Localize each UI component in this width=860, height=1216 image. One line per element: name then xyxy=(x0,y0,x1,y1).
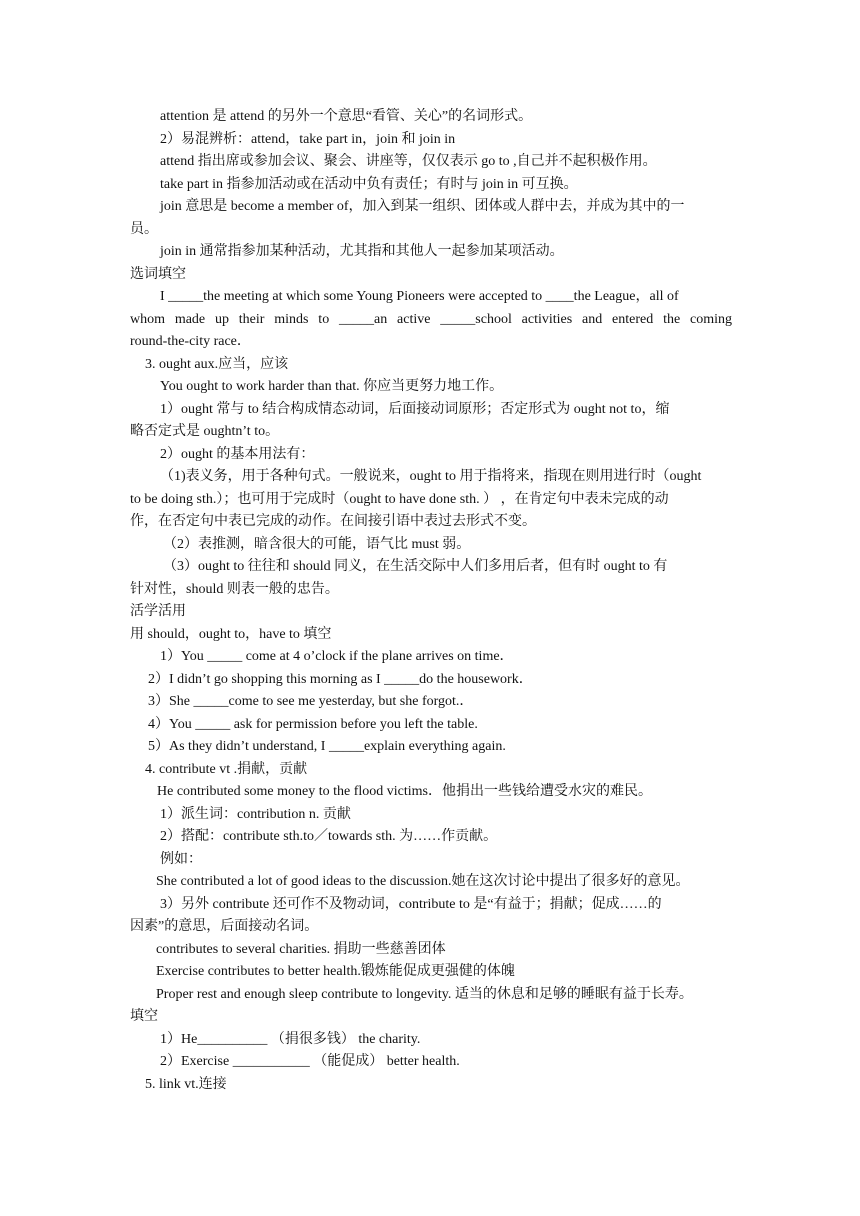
text-line: 因素”的意思，后面接动名词。 xyxy=(130,919,319,934)
section-heading: 选词填空 xyxy=(130,267,186,282)
exercise-line: 1）You _____ come at 4 o’clock if the plane arrives on time． xyxy=(160,649,514,664)
text-line: （3）ought to 往往和 should 同义，在生活交际中人们多用后者，但有时 ought to 有 xyxy=(163,559,668,574)
text-line: join in 通常指参加某种活动，尤其指和其他人一起参加某项活动。 xyxy=(160,244,564,259)
text-line: （2）表推测，暗含很大的可能，语气比 must 弱。 xyxy=(163,537,471,552)
text-line: 员。 xyxy=(130,222,158,237)
exercise-line: I _____the meeting at which some Young Pioneers were accepted to ____the League，all of xyxy=(160,289,679,304)
exercise-line: 4）You _____ ask for permission before you left the table. xyxy=(148,717,478,732)
section-heading: 填空 xyxy=(130,1009,158,1024)
exercise-line: 1）He__________ （捐很多钱） the charity. xyxy=(160,1032,421,1047)
exercise-line: round-the-city race． xyxy=(130,334,251,349)
entry-heading: 5. link vt.连接 xyxy=(145,1077,227,1092)
exercise-line: 2）I didn’t go shopping this morning as I _____do the housework． xyxy=(148,672,533,687)
text-line: Exercise contributes to better health.锻炼能促成更强健的体魄 xyxy=(156,964,515,979)
text-line: 用 should，ought to，have to 填空 xyxy=(130,627,332,642)
text-line: 3）另外 contribute 还可作不及物动词，contribute to 是“有益于；捐献；促成……的 xyxy=(160,897,662,912)
text-line: 1）派生词：contribution n. 贡献 xyxy=(160,807,351,822)
exercise-line: 3）She _____come to see me yesterday, but she forgot.． xyxy=(148,694,474,709)
text-line: 作，在否定句中表已完成的动作。在间接引语中表过去形式不变。 xyxy=(130,514,536,529)
text-line: to be doing sth.）；也可用于完成时（ought to have done sth. ） ，在肯定句中表未完成的动 xyxy=(130,492,669,507)
text-line: He contributed some money to the flood victims．他捐出一些钱给遭受水灾的难民。 xyxy=(157,784,653,799)
text-line: take part in 指参加活动或在活动中负有责任；有时与 join in 可互换。 xyxy=(160,177,578,192)
text-line: 针对性，should 则表一般的忠告。 xyxy=(130,582,339,597)
section-heading: 活学活用 xyxy=(130,604,186,619)
text-line: 1）ought 常与 to 结合构成情态动词，后面接动词原形；否定形式为 ought not to，缩 xyxy=(160,402,670,417)
text-line: Proper rest and enough sleep contribute to longevity. 适当的休息和足够的睡眠有益于长寿。 xyxy=(156,987,693,1002)
text-line: contributes to several charities. 捐助一些慈善团体 xyxy=(156,942,446,957)
exercise-line: 5）As they didn’t understand, I _____explain everything again. xyxy=(148,739,506,754)
text-line: （1)表义务，用于各种句式。一般说来，ought to 用于指将来，指现在则用进行时（ought xyxy=(160,469,702,484)
exercise-line: 2）Exercise ___________ （能促成） better health. xyxy=(160,1054,460,1069)
text-line: 2）ought 的基本用法有： xyxy=(160,447,315,462)
entry-heading: 4. contribute vt .捐献，贡献 xyxy=(145,762,308,777)
text-line: attend 指出席或参加会议、聚会、讲座等，仅仅表示 go to ,自己并不起积极作用。 xyxy=(160,154,657,169)
text-line: 例如： xyxy=(160,852,202,867)
exercise-line: whom made up their minds to _____an active _____school activities and entered the coming xyxy=(130,312,732,327)
text-line: 略否定式是 oughtn’t to。 xyxy=(130,424,280,439)
entry-heading: 3. ought aux.应当，应该 xyxy=(145,357,289,372)
text-line: She contributed a lot of good ideas to the discussion.她在这次讨论中提出了很多好的意见。 xyxy=(156,874,690,889)
text-line: attention 是 attend 的另外一个意思“看管、关心”的名词形式。 xyxy=(160,109,533,124)
text-line: 2）搭配：contribute sth.to／towards sth. 为……作贡献。 xyxy=(160,829,498,844)
text-line: join 意思是 become a member of，加入到某一组织、团体或人群中去，并成为其中的一 xyxy=(160,199,685,214)
text-line: 2）易混辨析：attend，take part in，join 和 join in xyxy=(160,132,456,147)
text-line: You ought to work harder than that. 你应当更努力地工作。 xyxy=(160,379,504,394)
